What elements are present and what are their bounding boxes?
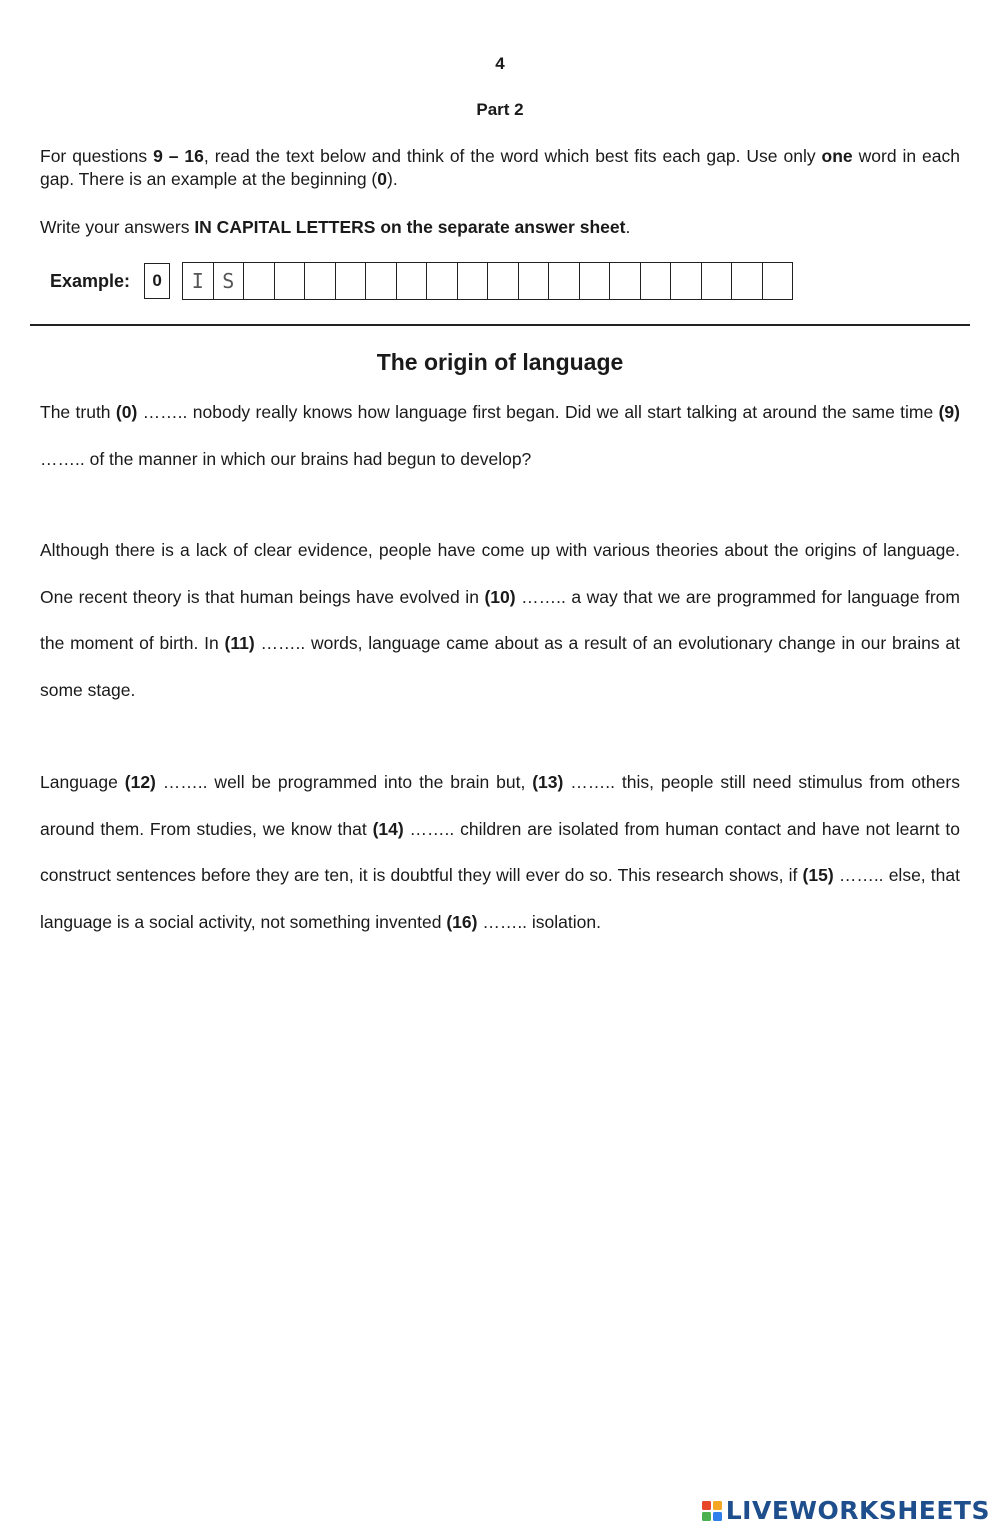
instructions: For questions 9 – 16, read the text below and think of the word which best fits each gap. Use only one word in each gap. There is an example at the beginning (0). — [40, 146, 961, 189]
gap-dots: …….. — [482, 911, 528, 932]
liveworksheets-watermark — [702, 1496, 990, 1525]
example-row — [50, 262, 793, 300]
answer-box — [275, 262, 306, 300]
answer-box — [549, 262, 580, 300]
gap-dots: …….. — [409, 818, 455, 839]
paragraph-3: Language (12) …….. well be programmed into the brain but, (13) …….. this, people still need stimulus from others around them. From studies, we know that (14) …….. children are isolated from human contact and have not learnt to construct sentences before they are ten, it is doubtful they will ever do so. This research shows, if (15) …….. else, that language is a social activity, not something invented (16) …….. isolation. — [40, 772, 960, 932]
gap-10: (10) — [484, 586, 516, 607]
gap-14: (14) — [372, 818, 404, 839]
logo-square — [713, 1501, 722, 1510]
answer-box — [366, 262, 397, 300]
watermark-text: LIVEWORKSHEETS — [725, 1496, 990, 1525]
answer-box — [702, 262, 733, 300]
answer-box — [336, 262, 367, 300]
gap-13: (13) — [532, 772, 564, 792]
part-title: Part 2 — [476, 100, 524, 119]
answer-box — [519, 262, 550, 300]
logo-square — [713, 1512, 722, 1521]
answer-box — [397, 262, 428, 300]
example-label: Example: — [50, 270, 131, 291]
answer-box — [732, 262, 763, 300]
logo-square — [702, 1501, 711, 1510]
gap-dots: …….. — [162, 772, 208, 792]
answer-box — [763, 262, 794, 300]
answer-instructions: Write your answers IN CAPITAL LETTERS on the separate answer sheet. — [40, 217, 631, 237]
answer-box — [427, 262, 458, 300]
answer-box — [580, 262, 611, 300]
answer-box — [671, 262, 702, 300]
page-number: 4 — [495, 54, 505, 73]
emphasis-one: one — [821, 146, 853, 166]
section-divider — [30, 324, 970, 326]
logo-square — [702, 1512, 711, 1521]
paragraph-1: The truth (0) …….. nobody really knows how language first began. Did we all start talking at around the same time (9) …….. of the manner in which our brains had begun to develop? — [40, 402, 960, 469]
gap-dots: …….. — [838, 865, 884, 885]
answer-box — [458, 262, 489, 300]
gap-dots: …….. — [142, 402, 188, 422]
answer-box — [610, 262, 641, 300]
answer-box — [305, 262, 336, 300]
gap-dots: …….. — [521, 586, 566, 607]
gap-0: (0) — [115, 402, 138, 422]
gap-dots: …….. — [40, 448, 85, 469]
question-range: 9 – 16 — [153, 146, 204, 166]
gap-dots: …….. — [570, 772, 615, 792]
text-title: The origin of language — [376, 349, 624, 375]
example-number-box: 0 — [144, 263, 170, 299]
example-answer-boxes — [182, 262, 793, 300]
answer-box — [244, 262, 275, 300]
gap-12: (12) — [124, 772, 156, 792]
answer-box: I — [183, 262, 214, 300]
gap-15: (15) — [802, 865, 834, 885]
gap-11: (11) — [224, 633, 255, 653]
answer-box — [488, 262, 519, 300]
gap-16: (16) — [446, 911, 478, 932]
gap-9: (9) — [938, 402, 960, 422]
paragraph-2: Although there is a lack of clear evidence, people have come up with various theories about the origins of language. One recent theory is that human beings have evolved in (10) …….. a way that we are programmed for language from the moment of birth. In (11) …….. words, language came about as a result of an evolutionary change in our brains at some stage. — [40, 540, 960, 700]
liveworksheets-logo-icon — [702, 1501, 722, 1521]
gap-dots: …….. — [260, 633, 306, 653]
answer-box — [641, 262, 672, 300]
answer-box: S — [214, 262, 245, 300]
